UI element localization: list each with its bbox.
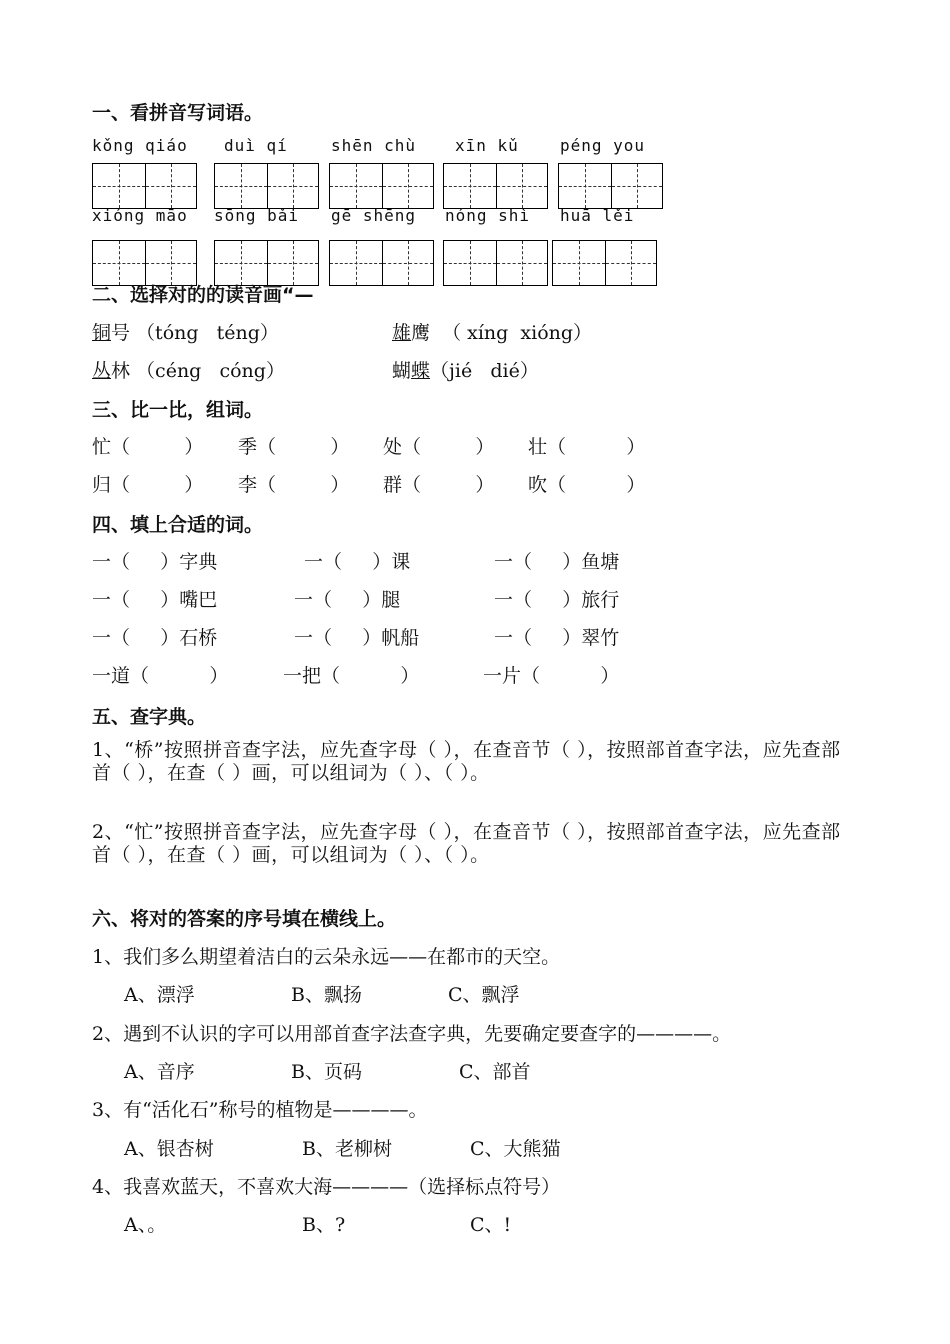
mc-question-2: 2、遇到不认识的字可以用部首查字法查字典，先要确定要查字的————。 <box>92 1023 732 1045</box>
mc-question-3: 3、有“活化石”称号的植物是————。 <box>92 1099 428 1121</box>
compare-item: 壮（ ） <box>528 436 646 458</box>
writing-grid[interactable] <box>92 163 197 209</box>
section-4-title: 四、填上合适的词。 <box>92 514 264 536</box>
writing-grid[interactable] <box>329 163 434 209</box>
writing-grid[interactable] <box>558 163 663 209</box>
fill-item: 一（ ）鱼塘 <box>494 551 620 573</box>
fill-item: 一（ ）翠竹 <box>494 627 620 649</box>
section-5-title: 五、查字典。 <box>92 706 207 728</box>
compare-item: 吹（ ） <box>528 474 646 496</box>
mc-option: A、银杏树 <box>124 1138 214 1160</box>
mc-option: C、大熊猫 <box>470 1138 561 1160</box>
fill-item: 一（ ）帆船 <box>294 627 420 649</box>
section-2-title: 二、选择对的的读音画“— <box>92 284 314 306</box>
mc-question-4: 4、我喜欢蓝天，不喜欢大海————（选择标点符号） <box>92 1176 561 1198</box>
item-cong: 丛林 （céng cóng） <box>92 360 285 382</box>
pinyin-6: xióng māo <box>92 206 188 225</box>
pinyin-5: péng you <box>560 136 646 155</box>
mc-option: A、音序 <box>124 1061 195 1083</box>
pinyin-8: gē shēng <box>331 206 417 225</box>
fill-item: 一（ ）腿 <box>294 589 401 611</box>
writing-grid[interactable] <box>329 240 434 286</box>
writing-grid[interactable] <box>443 163 548 209</box>
fill-item: 一（ ）石桥 <box>92 627 218 649</box>
mc-option: A、漂浮 <box>124 984 195 1006</box>
fill-item: 一（ ）课 <box>304 551 411 573</box>
item-die: 蝴蝶（jié dié） <box>392 360 539 382</box>
fill-item: 一（ ）旅行 <box>494 589 620 611</box>
fill-item: 一把（ ） <box>283 665 420 687</box>
compare-item: 李（ ） <box>238 474 350 496</box>
compare-item: 忙（ ） <box>92 436 204 458</box>
item-tong: 铜号 （tóng téng） <box>92 322 279 344</box>
mc-option: A、。 <box>124 1214 167 1236</box>
mc-option: C、飘浮 <box>448 984 520 1006</box>
fill-item: 一（ ）字典 <box>92 551 218 573</box>
compare-item: 群（ ） <box>383 474 495 496</box>
pinyin-9: nóng shì <box>445 206 531 225</box>
pinyin-10: huā lěi <box>560 206 635 225</box>
section-3-title: 三、比一比，组词。 <box>92 399 264 421</box>
mc-option: B、飘扬 <box>291 984 362 1006</box>
pinyin-2: duì qí <box>224 136 288 155</box>
section-1-title: 一、看拼音写词语。 <box>92 102 264 124</box>
compare-item: 季（ ） <box>238 436 350 458</box>
fill-item: 一（ ）嘴巴 <box>92 589 218 611</box>
pinyin-3: shēn chù <box>331 136 417 155</box>
section-6-title: 六、将对的答案的序号填在横线上。 <box>92 908 397 930</box>
fill-item: 一片（ ） <box>483 665 620 687</box>
writing-grid[interactable] <box>214 163 319 209</box>
pinyin-4: xīn kǔ <box>455 136 519 155</box>
writing-grid[interactable] <box>552 240 657 286</box>
mc-option: B、页码 <box>291 1061 362 1083</box>
fill-item: 一道（ ） <box>92 665 229 687</box>
mc-option: B、? <box>302 1214 346 1236</box>
writing-grid[interactable] <box>443 240 548 286</box>
mc-option: B、老柳树 <box>302 1138 392 1160</box>
mc-question-1: 1、我们多么期望着洁白的云朵永远——在都市的天空。 <box>92 946 561 968</box>
mc-option: C、部首 <box>459 1061 531 1083</box>
compare-item: 归（ ） <box>92 474 204 496</box>
pinyin-7: sōng bǎi <box>214 206 300 225</box>
mc-option: C、! <box>470 1214 512 1236</box>
item-xiong: 雄鹰 （ xíng xióng） <box>392 322 593 344</box>
dictionary-question-1: 1、“桥”按照拼音查字法，应先查字母（ ），在查音节（ ），按照部首查字法，应先查部首（ ），在查（ ）画，可以组词为（ ）、（ ）。 <box>92 739 841 784</box>
dictionary-question-2: 2、“忙”按照拼音查字法，应先查字母（ ），在查音节（ ），按照部首查字法，应先查部首（ ），在查（ ）画，可以组词为（ ）、（ ）。 <box>92 821 841 866</box>
compare-item: 处（ ） <box>383 436 495 458</box>
pinyin-1: kǒng qiáo <box>92 136 188 155</box>
